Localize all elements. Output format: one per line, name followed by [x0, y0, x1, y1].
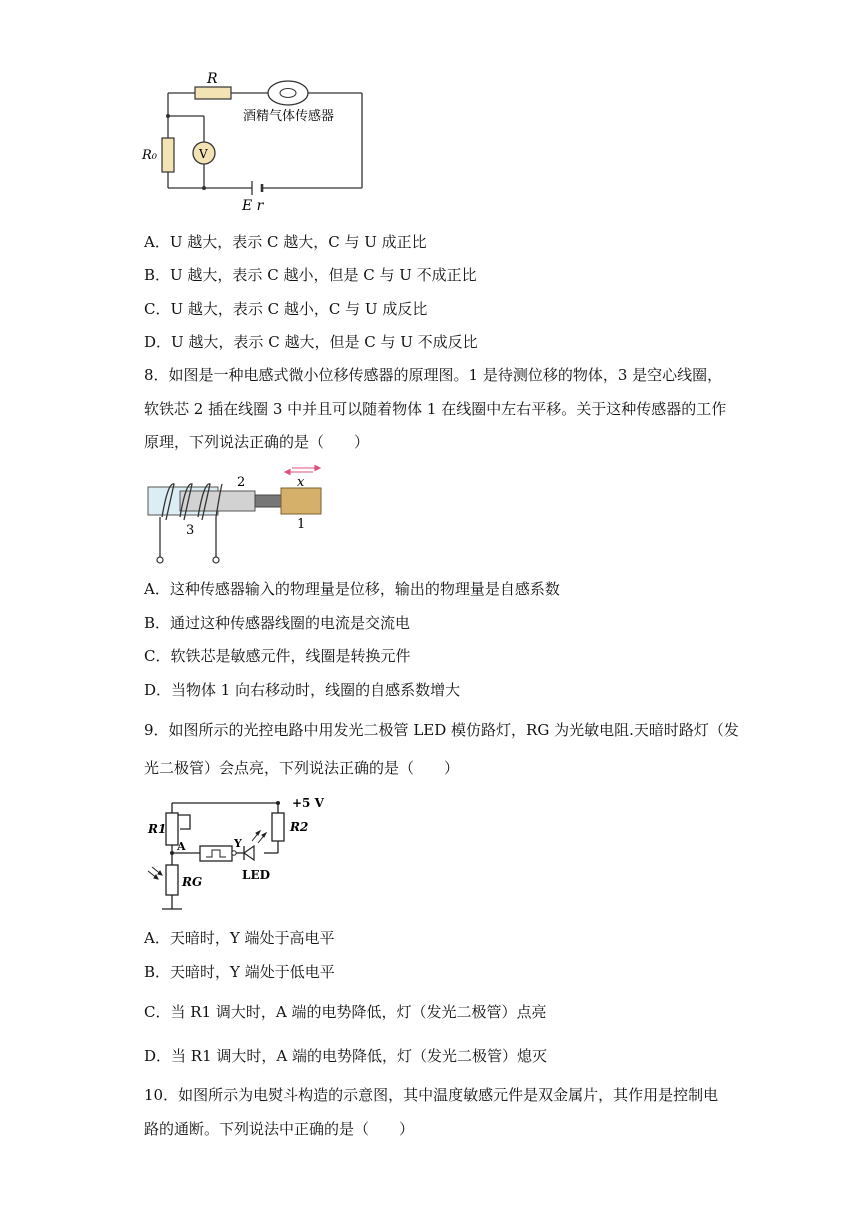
label-x: x — [297, 475, 305, 490]
label-rg: RG — [182, 875, 203, 889]
label-core-2: 2 — [237, 475, 246, 490]
q10-stem-line-1: 10．如图所示为电熨斗构造的示意图，其中温度敏感元件是双金属片，其作用是控制电 — [144, 1086, 719, 1104]
displacement-sensor-figure — [140, 462, 340, 572]
label-r2: R2 — [290, 820, 309, 834]
q9-option-b: B．天暗时，Y 端处于低电平 — [144, 963, 335, 981]
q9-option-d: D．当 R1 调大时，A 端的电势降低，灯（发光二极管）熄灭 — [144, 1047, 548, 1065]
q8-stem-line-3: 原理，下列说法正确的是（ ） — [144, 433, 370, 451]
alcohol-sensor-circuit-figure — [140, 70, 380, 220]
label-alcohol-sensor: 酒精气体传感器 — [243, 109, 335, 124]
label-r1: R1 — [148, 822, 167, 836]
q9-stem-line-1: 9．如图所示的光控电路中用发光二极管 LED 模仿路灯，RG 为光敏电阻.天暗时路灯（发 — [144, 721, 739, 739]
label-a: A — [177, 840, 186, 853]
q10-stem-line-2: 路的通断。下列说法中正确的是（ ） — [144, 1120, 415, 1138]
q8-option-a: A．这种传感器输入的物理量是位移，输出的物理量是自感系数 — [144, 580, 560, 598]
q9-stem-line-2: 光二极管）会点亮，下列说法正确的是（ ） — [144, 759, 460, 777]
label-y: Y — [234, 837, 242, 850]
q8-option-d: D．当物体 1 向右移动时，线圈的自感系数增大 — [144, 681, 461, 699]
label-object-1: 1 — [297, 517, 306, 532]
label-led: LED — [242, 868, 270, 882]
q8-option-b: B．通过这种传感器线圈的电流是交流电 — [144, 614, 411, 632]
q9-option-a: A．天暗时，Y 端处于高电平 — [144, 929, 335, 947]
q7-option-d: D．U 越大，表示 C 越大，但是 C 与 U 不成反比 — [144, 333, 478, 351]
label-r0: R₀ — [142, 148, 157, 163]
q7-option-b: B．U 越大，表示 C 越小，但是 C 与 U 不成正比 — [144, 266, 477, 284]
label-r: R — [207, 71, 218, 87]
q9-option-c: C．当 R1 调大时，A 端的电势降低，灯（发光二极管）点亮 — [144, 1003, 547, 1021]
q8-stem-line-2: 软铁芯 2 插在线圈 3 中并且可以随着物体 1 在线圈中左右平移。关于这种传感器的工作 — [144, 400, 727, 418]
q8-stem-line-1: 8．如图是一种电感式微小位移传感器的原理图。1 是待测位移的物体，3 是空心线圈， — [144, 366, 723, 384]
q7-option-a: A．U 越大，表示 C 越大，C 与 U 成正比 — [144, 233, 427, 251]
label-emf: E r — [242, 198, 264, 214]
light-control-circuit-figure — [140, 787, 350, 917]
label-5v: +5 V — [292, 796, 324, 810]
q8-option-c: C．软铁芯是敏感元件，线圈是转换元件 — [144, 647, 411, 665]
label-coil-3: 3 — [186, 523, 195, 538]
q7-option-c: C．U 越大，表示 C 越小，C 与 U 成反比 — [144, 300, 428, 318]
label-voltmeter: V — [199, 147, 208, 161]
